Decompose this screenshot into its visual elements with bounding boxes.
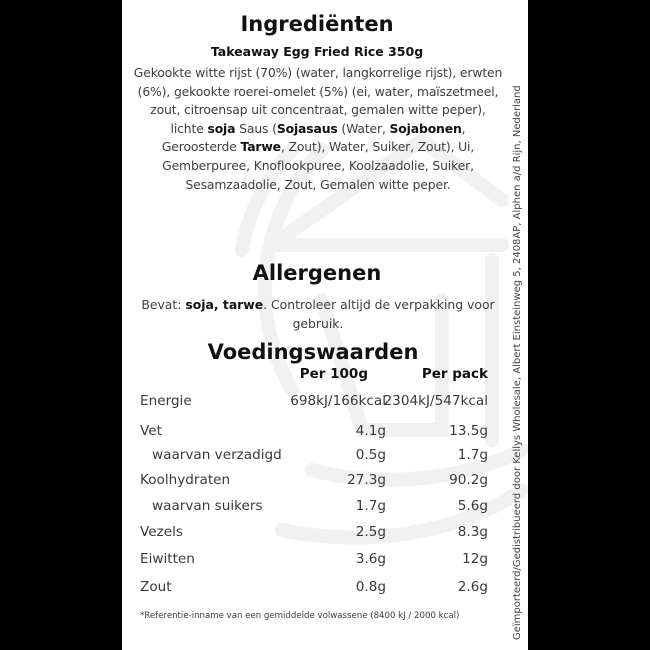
value-per-pack: 90.2g <box>449 472 488 488</box>
allergens-suffix: . Controleer altijd de verpakking voor gebruik. <box>263 297 495 331</box>
nutrition-title: Voedingswaarden <box>207 340 419 364</box>
label-panel <box>122 0 528 650</box>
value-per-pack: 2304kJ/547kcal <box>383 393 488 409</box>
nutrition-row <box>140 393 490 413</box>
nutrient-label: Vezels <box>140 524 183 540</box>
nutrition-row <box>140 498 490 518</box>
value-per-100g: 698kJ/166kcal <box>290 393 386 409</box>
nutrition-row <box>140 551 490 571</box>
value-per-100g: 4.1g <box>355 423 386 439</box>
distributor-text: Geïmporteerd/Gedistribueerd door Kellys Wholesale, Albert Einsteinweg 5, 2408AP, Alphen a/d Rijn, Nederland <box>512 85 523 640</box>
nutrient-label: waarvan suikers <box>152 498 263 514</box>
ingredients-title: Ingrediënten <box>240 12 394 36</box>
value-per-100g: 2.5g <box>355 524 386 540</box>
product-name: Takeaway Egg Fried Rice 350g <box>210 44 424 59</box>
nutrition-row <box>140 447 490 467</box>
value-per-pack: 1.7g <box>457 447 488 463</box>
nutrition-row <box>140 472 490 492</box>
nutrient-label: Koolhydraten <box>140 472 231 488</box>
ingredients-segment: Saus ( <box>235 120 277 136</box>
column-header-per-100g: Per 100g <box>299 366 368 382</box>
nutrition-row <box>140 579 490 599</box>
value-per-pack: 8.3g <box>457 524 488 540</box>
nutrient-label: Vet <box>140 423 162 439</box>
label-content <box>122 0 528 650</box>
nutrient-label: Zout <box>140 579 172 595</box>
allergens-list: soja, tarwe <box>185 297 264 312</box>
ingredients-segment: , Zout), Water, Suiker, Zout), Ui, Gemberpuree, Knoflookpuree, Koolzaadolie, Suiker, Sesamzaadolie, Zout, Gemalen witte peper. <box>162 139 475 192</box>
allergens-text <box>132 296 504 333</box>
ingredients-segment: , Geroosterde <box>161 120 466 155</box>
ingredients-segment: Gekookte witte rijst (70%) (water, langkorrelige rijst), erwten (6%), gekookte roerei-omelet (5%) (ei, water, maïszetmeel, zout, citroensap uit concentraat, gemalen witte peper), lichte <box>133 65 503 136</box>
value-per-pack: 2.6g <box>457 579 488 595</box>
nutrition-row <box>140 524 490 544</box>
value-per-pack: 12g <box>462 551 488 567</box>
allergens-title: Allergenen <box>252 261 382 285</box>
value-per-pack: 5.6g <box>457 498 488 514</box>
ingredients-text <box>132 64 504 194</box>
column-header-per-pack: Per pack <box>421 366 488 382</box>
nutrient-label: Energie <box>140 393 192 409</box>
value-per-100g: 0.5g <box>355 447 386 463</box>
value-per-100g: 3.6g <box>355 551 386 567</box>
value-per-100g: 0.8g <box>355 579 386 595</box>
nutrition-row <box>140 423 490 443</box>
nutrient-label: waarvan verzadigd <box>152 447 282 463</box>
nutrient-label: Eiwitten <box>140 551 195 567</box>
value-per-100g: 1.7g <box>355 498 386 514</box>
allergen-highlight: soja <box>207 120 236 136</box>
allergen-highlight: Sojabonen <box>389 120 462 136</box>
value-per-pack: 13.5g <box>449 423 488 439</box>
allergen-highlight: Sojasaus <box>276 120 338 136</box>
allergens-prefix: Bevat: <box>141 297 186 312</box>
ingredients-segment: (Water, <box>337 120 390 136</box>
reference-footnote: *Referentie-inname van een gemiddelde volwassene (8400 kJ / 2000 kcal) <box>140 611 460 621</box>
value-per-100g: 27.3g <box>347 472 386 488</box>
allergen-highlight: Tarwe <box>240 139 281 155</box>
